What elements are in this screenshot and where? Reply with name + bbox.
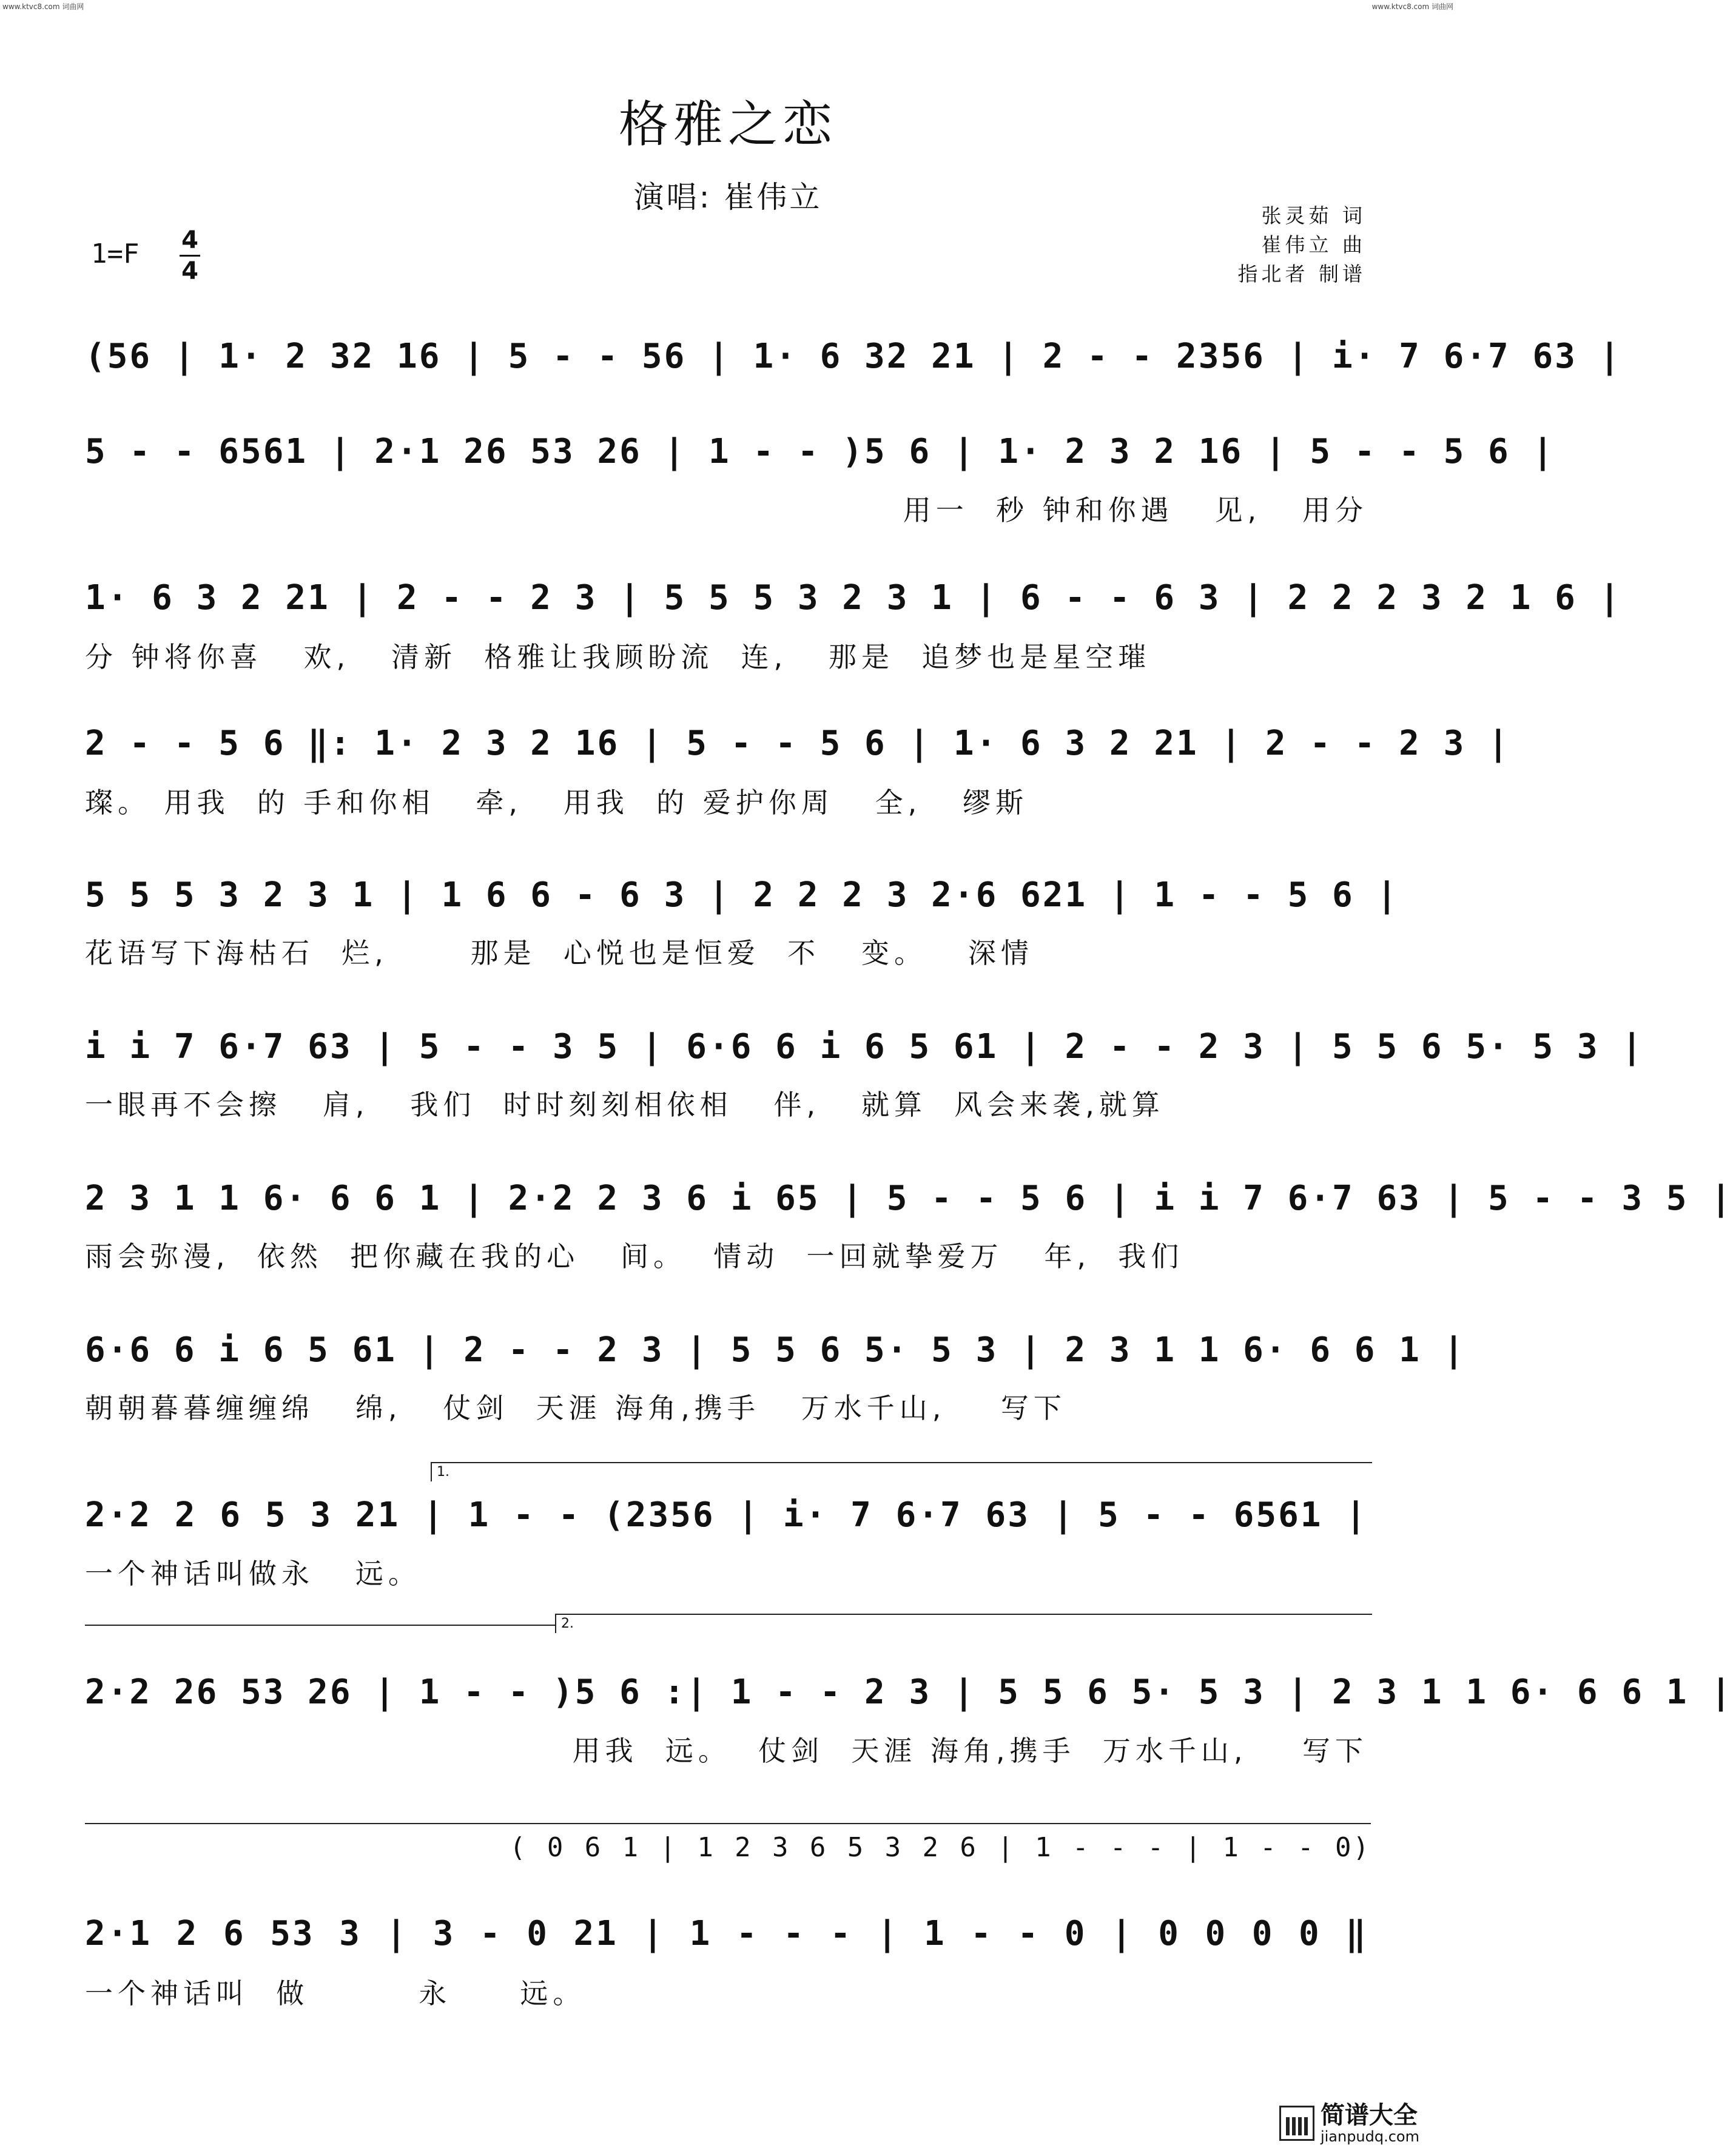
first-ending-bracket <box>431 1462 1372 1481</box>
section-rule <box>85 1625 555 1626</box>
second-ending-bracket <box>555 1614 1372 1633</box>
lyric-line-7: 雨会弥漫, 依然 把你藏在我的心 间。 情动 一回就挚爱万 年, 我们 <box>85 1240 1184 1273</box>
notation-line-5: 5 5 5 3 2 3 1 | 1 6 6 - 6 3 | 2 2 2 3 2·6 621 | 1 - - 5 6 | <box>85 875 1399 915</box>
lyricist-credit: 张灵茹 词 <box>1261 204 1366 227</box>
notation-line-4: 2 - - 5 6 ‖: 1· 2 3 2 16 | 5 - - 5 6 | 1· 6 3 2 21 | 2 - - 2 3 | <box>85 724 1510 763</box>
second-ending-label: 2. <box>561 1616 574 1631</box>
page-title: 格雅之恋 <box>618 96 837 153</box>
first-ending-label: 1. <box>437 1464 449 1480</box>
lyric-line-12: 一个神话叫 做 永 远。 <box>85 1977 586 2010</box>
key-signature: 1=F <box>91 238 140 269</box>
lyric-line-9: 一个神话叫做永 远。 <box>85 1557 421 1590</box>
time-signature <box>178 226 202 286</box>
lyric-line-2: 用一 秒 钟和你遇 见, 用分 <box>903 494 1368 527</box>
singer: 演唱: 崔伟立 <box>633 180 823 215</box>
notation-line-7: 2 3 1 1 6· 6 6 1 | 2·2 2 3 6 i 65 | 5 - - 5 6 | i i 7 6·7 63 | 5 - - 3 5 | <box>85 1179 1733 1218</box>
time-signature-top: 4 <box>181 226 198 254</box>
header-left: www.ktvc8.com 词曲网 <box>2 2 84 11</box>
site-brand: 简谱大全 <box>1320 2101 1418 2129</box>
site-logo <box>1279 2102 1419 2144</box>
lyric-line-4: 璨。 用我 的 手和你相 牵, 用我 的 爱护你周 全, 缪斯 <box>85 786 1029 819</box>
coda-rule <box>85 1823 1371 1824</box>
notation-line-10: 2·2 26 53 26 | 1 - - )5 6 :| 1 - - 2 3 | 5 5 6 5· 5 3 | 2 3 1 1 6· 6 6 1 | <box>85 1673 1733 1712</box>
site-url: jianpudq.com <box>1320 2128 1419 2145</box>
notation-line-6: i i 7 6·7 63 | 5 - - 3 5 | 6·6 6 i 6 5 61 | 2 - - 2 3 | 5 5 6 5· 5 3 | <box>85 1027 1644 1066</box>
notation-line-12: 2·1 2 6 53 3 | 3 - 0 21 | 1 - - - | 1 - - 0 | 0 0 0 0 ‖ <box>85 1914 1368 1953</box>
lyric-line-3: 分 钟将你喜 欢, 清新 格雅让我顾盼流 连, 那是 追梦也是星空璀 <box>85 641 1151 673</box>
notation-line-11: ( 0 6 1 | 1 2 3 6 5 3 2 6 | 1 - - - | 1 - - 0) <box>510 1832 1371 1863</box>
notation-line-3: 1· 6 3 2 21 | 2 - - 2 3 | 5 5 5 3 2 3 1 | 6 - - 6 3 | 2 2 2 3 2 1 6 | <box>85 578 1622 618</box>
header-right: www.ktvc8.com 词曲网 <box>1371 2 1453 11</box>
arranger-credit: 指北者 制谱 <box>1237 262 1366 286</box>
piano-icon <box>1279 2106 1314 2141</box>
lyric-line-5: 花语写下海枯石 烂, 那是 心悦也是恒爱 不 变。 深情 <box>85 937 1034 969</box>
lyric-line-6: 一眼再不会擦 肩, 我们 时时刻刻相依相 伴, 就算 风会来袭,就算 <box>85 1088 1165 1121</box>
notation-line-9: 2·2 2 6 5 3 21 | 1 - - (2356 | i· 7 6·7 63 | 5 - - 6561 | <box>85 1495 1368 1535</box>
notation-line-2: 5 - - 6561 | 2·1 26 53 26 | 1 - - )5 6 | 1· 2 3 2 16 | 5 - - 5 6 | <box>85 432 1555 471</box>
lyric-line-8: 朝朝暮暮缠缠绵 绵, 仗剑 天涯 海角,携手 万水千山, 写下 <box>85 1392 1066 1424</box>
time-signature-bottom: 4 <box>181 257 198 285</box>
lyric-line-10: 用我 远。 仗剑 天涯 海角,携手 万水千山, 写下 <box>572 1734 1368 1767</box>
notation-line-8: 6·6 6 i 6 5 61 | 2 - - 2 3 | 5 5 6 5· 5 3 | 2 3 1 1 6· 6 6 1 | <box>85 1330 1466 1370</box>
composer-credit: 崔伟立 曲 <box>1261 233 1366 257</box>
notation-line-1: (56 | 1· 2 32 16 | 5 - - 56 | 1· 6 32 21 | 2 - - 2356 | i· 7 6·7 63 | <box>85 337 1622 376</box>
